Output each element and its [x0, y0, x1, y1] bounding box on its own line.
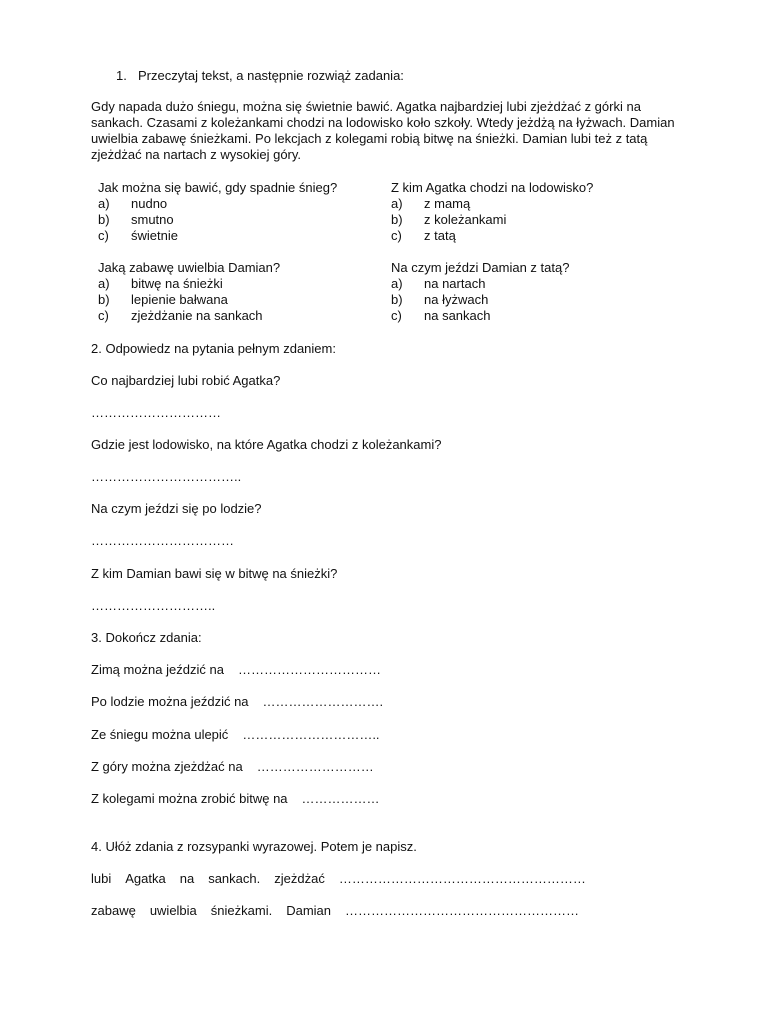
scrambled-word: lubi [91, 871, 112, 886]
sentence-start: Zimą można jeździć na [91, 662, 224, 677]
scrambled-word: zjeżdżać [274, 871, 325, 886]
answer-line[interactable]: ……………………….. [91, 598, 216, 613]
option-text: z mamą [424, 196, 471, 211]
task2-title: 2. Odpowiedz na pytania pełnym zdaniem: [91, 341, 336, 356]
reading-text-line: uwielbia zabawę śnieżkami. Po lekcjach z kolegami robią bitwę na śnieżki. Damian lubi też z tatą [91, 131, 648, 146]
task1-number: 1. [116, 68, 127, 83]
option-text: na łyżwach [424, 292, 489, 307]
answer-line[interactable]: ………………………… [91, 405, 221, 420]
scrambled-sentence [91, 903, 579, 919]
reading-text-line: Gdy napada dużo śniegu, można się świetnie bawić. Agatka najbardziej lubi zjeżdżać z górki na [91, 99, 641, 114]
sentence-start: Z góry można zjeżdżać na [91, 759, 243, 774]
option-letter: a) [98, 276, 110, 291]
task2-question: Na czym jeździ się po lodzie? [91, 501, 262, 516]
option-letter: c) [98, 308, 109, 323]
question-text: Jak można się bawić, gdy spadnie śnieg? [98, 180, 338, 195]
reading-text-line: zjeżdżać na nartach z wysokiej góry. [91, 147, 302, 162]
sentence-start: Po lodzie można jeździć na [91, 694, 249, 709]
reading-text-line: sankach. Czasami z koleżankami chodzi na lodowisko koło szkoły. Wtedy jeżdżą na łyżwach. Damian [91, 115, 675, 130]
task2-question: Gdzie jest lodowisko, na które Agatka chodzi z koleżankami? [91, 437, 442, 452]
answer-option[interactable] [98, 292, 280, 308]
option-text: na nartach [424, 276, 486, 291]
task2-question: Z kim Damian bawi się w bitwę na śnieżki? [91, 566, 338, 581]
answer-option[interactable] [98, 196, 337, 212]
scrambled-word: Agatka [125, 871, 166, 886]
scrambled-sentence [91, 871, 586, 887]
answer-option[interactable] [391, 308, 569, 324]
sentence-completion [91, 694, 383, 710]
option-text: nudno [131, 196, 168, 211]
sentence-start: Ze śniegu można ulepić [91, 727, 229, 742]
answer-option[interactable] [391, 212, 593, 228]
option-text: lepienie bałwana [131, 292, 228, 307]
question-block [98, 260, 280, 324]
answer-option[interactable] [391, 292, 569, 308]
answer-blank[interactable]: ………………………. [262, 694, 384, 709]
option-letter: a) [391, 196, 403, 211]
option-text: smutno [131, 212, 174, 227]
question-text: Z kim Agatka chodzi na lodowisko? [391, 180, 594, 195]
task4-title: 4. Ułóż zdania z rozsypanki wyrazowej. Potem je napisz. [91, 839, 417, 854]
answer-option[interactable] [391, 196, 593, 212]
option-letter: b) [98, 212, 110, 227]
sentence-completion [91, 727, 380, 743]
scrambled-word: śnieżkami. [210, 903, 273, 918]
answer-blank[interactable]: ………………………….. [242, 727, 380, 742]
option-text: z koleżankami [424, 212, 507, 227]
option-letter: b) [98, 292, 110, 307]
question-text: Na czym jeździ Damian z tatą? [391, 260, 570, 275]
sentence-start: Z kolegami można zrobić bitwę na [91, 791, 288, 806]
option-text: bitwę na śnieżki [131, 276, 223, 291]
sentence-completion [91, 759, 374, 775]
sentence-completion [91, 662, 381, 678]
option-letter: a) [98, 196, 110, 211]
question-text: Jaką zabawę uwielbia Damian? [98, 260, 281, 275]
sentence-completion [91, 791, 380, 807]
answer-option[interactable] [98, 276, 280, 292]
answer-blank[interactable]: ……………………… [256, 759, 374, 774]
option-letter: b) [391, 292, 403, 307]
question-block [391, 260, 569, 324]
answer-line[interactable]: …………………………… [91, 533, 234, 548]
answer-option[interactable] [98, 212, 337, 228]
option-text: z tatą [424, 228, 456, 243]
answer-option[interactable] [98, 308, 280, 324]
option-letter: a) [391, 276, 403, 291]
answer-option[interactable] [98, 228, 337, 244]
reading-text [91, 99, 691, 163]
question-block [98, 180, 337, 244]
scrambled-word: sankach. [208, 871, 261, 886]
question-block [391, 180, 593, 244]
answer-option[interactable] [391, 276, 569, 292]
option-text: świetnie [131, 228, 178, 243]
task1-title: Przeczytaj tekst, a następnie rozwiąż zadania: [138, 68, 404, 83]
answer-line[interactable]: …………………………….. [91, 469, 242, 484]
option-text: zjeżdżanie na sankach [131, 308, 263, 323]
answer-blank[interactable]: ………………………………………………… [338, 871, 586, 886]
option-letter: b) [391, 212, 403, 227]
option-letter: c) [98, 228, 109, 243]
scrambled-word: Damian [286, 903, 332, 918]
scrambled-word: zabawę [91, 903, 136, 918]
answer-blank[interactable]: ……………………………………………… [345, 903, 580, 918]
option-letter: c) [391, 308, 402, 323]
option-text: na sankach [424, 308, 491, 323]
scrambled-word: uwielbia [149, 903, 197, 918]
answer-option[interactable] [391, 228, 593, 244]
option-letter: c) [391, 228, 402, 243]
answer-blank[interactable]: …………………………… [237, 662, 381, 677]
scrambled-word: na [179, 871, 195, 886]
task3-title: 3. Dokończ zdania: [91, 630, 202, 645]
task2-question: Co najbardziej lubi robić Agatka? [91, 373, 281, 388]
answer-blank[interactable]: ……………… [301, 791, 380, 806]
